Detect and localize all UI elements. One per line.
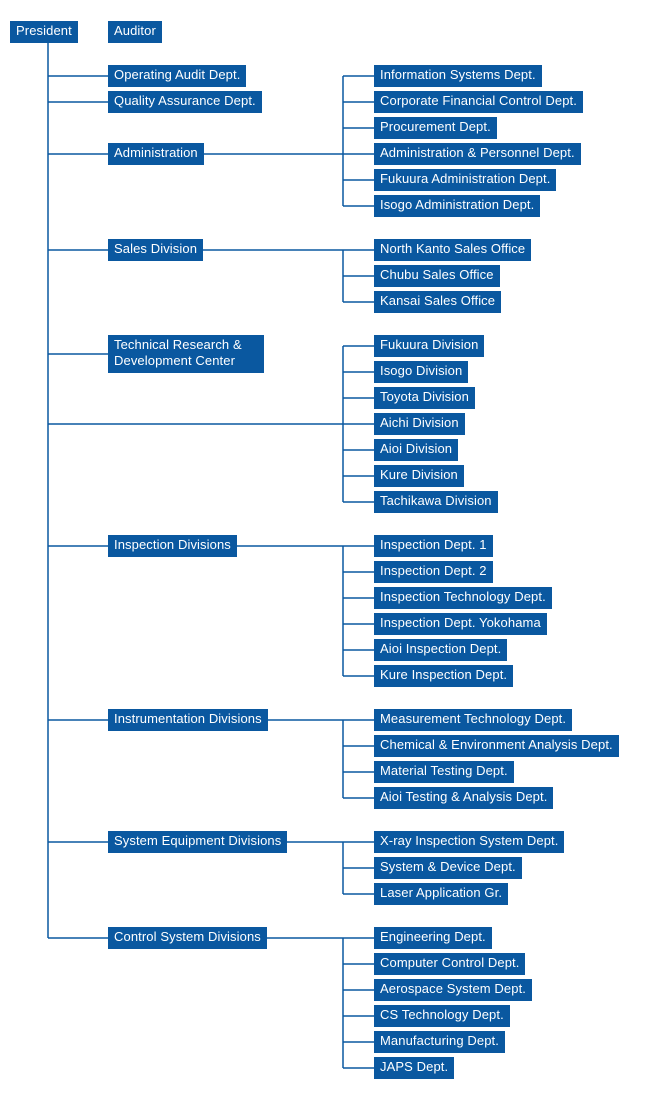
unit-box: North Kanto Sales Office (374, 239, 531, 261)
staff-quality-assurance: Quality Assurance Dept. (108, 91, 262, 113)
unit-box: Administration & Personnel Dept. (374, 143, 581, 165)
unit-box: Material Testing Dept. (374, 761, 514, 783)
unit-box: Procurement Dept. (374, 117, 497, 139)
division-system-equipment: System Equipment Divisions (108, 831, 287, 853)
president-box: President (10, 21, 78, 43)
unit-box: CS Technology Dept. (374, 1005, 510, 1027)
staff-operating-audit: Operating Audit Dept. (108, 65, 246, 87)
division-technical-research: Technical Research & Development Center (108, 335, 264, 373)
unit-box: X-ray Inspection System Dept. (374, 831, 564, 853)
unit-box: Fukuura Administration Dept. (374, 169, 556, 191)
unit-box: Aioi Testing & Analysis Dept. (374, 787, 553, 809)
auditor-box: Auditor (108, 21, 162, 43)
unit-box: Computer Control Dept. (374, 953, 525, 975)
division-administration: Administration (108, 143, 204, 165)
unit-box: Toyota Division (374, 387, 475, 409)
unit-box: Chemical & Environment Analysis Dept. (374, 735, 619, 757)
unit-box: Inspection Dept. 1 (374, 535, 493, 557)
unit-box: Fukuura Division (374, 335, 484, 357)
unit-box: Manufacturing Dept. (374, 1031, 505, 1053)
unit-box: Inspection Dept. Yokohama (374, 613, 547, 635)
unit-box: Information Systems Dept. (374, 65, 542, 87)
unit-box: Laser Application Gr. (374, 883, 508, 905)
unit-box: Kure Division (374, 465, 464, 487)
unit-box: Measurement Technology Dept. (374, 709, 572, 731)
unit-box: Aioi Division (374, 439, 458, 461)
unit-box: Isogo Division (374, 361, 468, 383)
division-instrumentation: Instrumentation Divisions (108, 709, 268, 731)
unit-box: Isogo Administration Dept. (374, 195, 540, 217)
unit-box: JAPS Dept. (374, 1057, 454, 1079)
unit-box: Aerospace System Dept. (374, 979, 532, 1001)
division-inspection: Inspection Divisions (108, 535, 237, 557)
unit-box: Aioi Inspection Dept. (374, 639, 507, 661)
division-sales: Sales Division (108, 239, 203, 261)
unit-box: Engineering Dept. (374, 927, 492, 949)
unit-box: Inspection Technology Dept. (374, 587, 552, 609)
unit-box: Kansai Sales Office (374, 291, 501, 313)
unit-box: Aichi Division (374, 413, 465, 435)
unit-box: Corporate Financial Control Dept. (374, 91, 583, 113)
unit-box: Inspection Dept. 2 (374, 561, 493, 583)
division-control-system: Control System Divisions (108, 927, 267, 949)
unit-box: Kure Inspection Dept. (374, 665, 513, 687)
unit-box: Tachikawa Division (374, 491, 498, 513)
unit-box: System & Device Dept. (374, 857, 522, 879)
unit-box: Chubu Sales Office (374, 265, 500, 287)
